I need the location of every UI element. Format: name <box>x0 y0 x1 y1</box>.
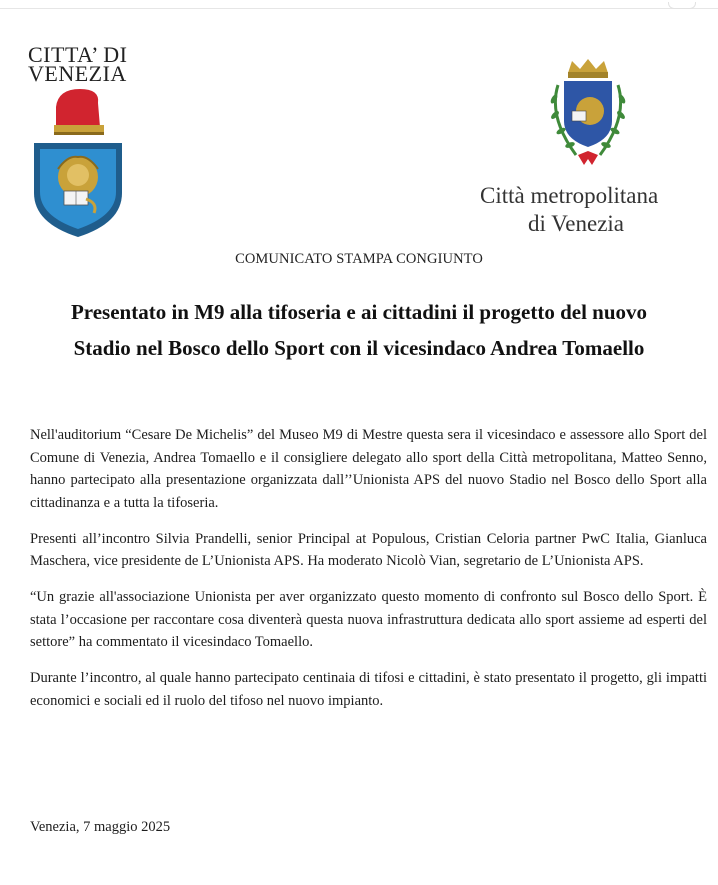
citta-metropolitana-logo <box>470 55 710 235</box>
dateline: Venezia, 7 maggio 2025 <box>30 819 171 835</box>
venice-shield-icon <box>28 85 128 240</box>
paragraph-2: Presenti all’incontro Silvia Prandelli, senior Principal at Populous, Cristian Celoria partner PwC Italia, Gianluca Maschera, vice presidente de L’Unionista APS. Ha moderato Nicolò Vian, segretario de L’Unionista APS. <box>30 530 707 569</box>
headline-line1: Presentato in M9 alla tifoseria e ai cittadini il progetto del nuovo <box>70 300 648 324</box>
press-release-label: COMUNICATO STAMPA CONGIUNTO <box>235 251 483 267</box>
paragraph-1: Nell'auditorium “Cesare De Michelis” del Museo M9 di Mestre questa sera il vicesindaco e assessore allo Sport del Comune di Venezia, Andrea Tomaello e il consigliere delegato allo sport della Città metropolitana, Matteo Senno, hanno partecipato alla presentazione organizzata dall’’Unionista APS del nuovo Stadio nel Bosco dello Sport alla cittadinanza e a tutta la tifoseria. <box>30 427 707 511</box>
metropolitan-crest-icon <box>546 55 630 177</box>
paragraph-3: “Un grazie all'associazione Unionista per aver organizzato questo momento di confronto sul Bosco dello Sport. È stata l’occasione per raccontare cosa diventerà questa nuova infrastruttura dedicata allo sport assieme ad esperti del settore” ha commentato il vicesindaco Tomaello. <box>30 589 707 650</box>
headline-line2: Stadio nel Bosco dello Sport con il vicesindaco Andrea Tomaello <box>73 336 645 360</box>
page-tab-handle <box>668 2 696 9</box>
headline <box>20 294 698 366</box>
logo-right-line1: Città metropolitana <box>480 183 659 208</box>
citta-di-venezia-logo <box>28 42 138 86</box>
logo-right-line2: di Venezia <box>528 211 625 236</box>
body-text <box>30 424 707 726</box>
logo-left-line2: VENEZIA <box>28 61 127 86</box>
top-border <box>0 8 718 9</box>
paragraph-4: Durante l’incontro, al quale hanno partecipato centinaia di tifosi e cittadini, è stato presentato il progetto, gli impatti economici e sociali ed il ruolo del tifoso nel nuovo impianto. <box>30 670 707 709</box>
logo-left-line1: CITTA’ DI <box>28 42 128 67</box>
